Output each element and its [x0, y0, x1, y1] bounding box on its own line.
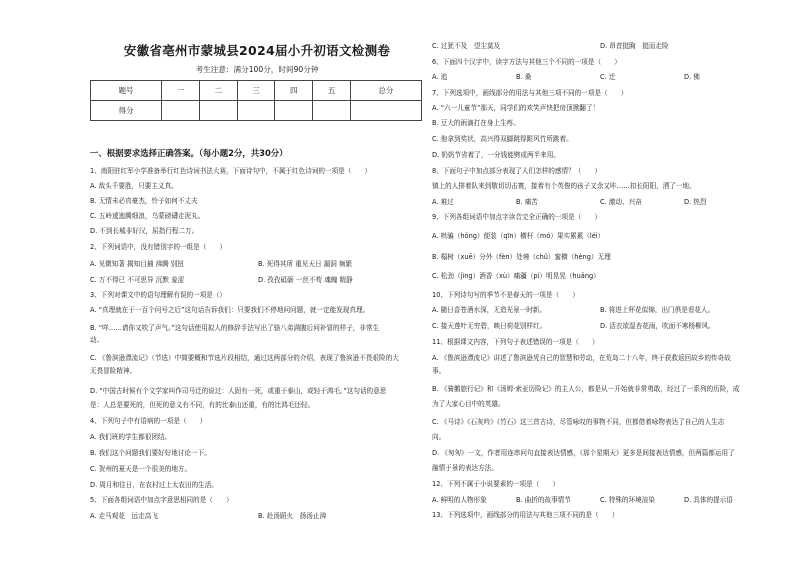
option-b: B. 《骑鹅旅行记》和《汤姆·索亚历险记》的主人公，都是从一开始就非常勇敢，经过了一系列的历险，成 [432, 385, 740, 393]
option-c: C. 他拿到奖状，高兴得双脚跳得跟风竹所跳着。 [432, 135, 573, 143]
option-c: C. 松劲（jìng）酒香（xù）痛疆（pí）明晃晃（huǎng） [432, 272, 600, 280]
option-b-cont: 为了大家心目中的英雄。 [432, 400, 505, 408]
question-text: 11、根据课文内容，下列句子表述错误的一项是（ ） [432, 338, 599, 346]
question-text: 4、下列句子中有语病的一项是（ ） [90, 417, 207, 425]
table-row [91, 81, 422, 101]
option-a: A. 追 [432, 73, 448, 81]
question-text: 5、下面各组词语中加点字意思相同的是（ ） [90, 496, 233, 504]
table-cell: 得分 [91, 101, 162, 121]
option-b: B. 死得其所 重见天日 漏洞 频繁 [258, 260, 353, 268]
table-row [91, 101, 422, 121]
option-d: D. 孜孜砥砺 一丝不苟 魂魄 精静 [258, 276, 353, 284]
table-cell: 二 [199, 81, 237, 101]
option-a: A. 见微知著 揭知目捕 沸腾 别扭 [90, 260, 184, 268]
option-d: D. 活衣欲湿杏花雨，吹面不寒杨柳风。 [600, 322, 715, 330]
option-b: B. “咩……请你又吹了声气。”这句话使用拟人的修辞手法写出了骆八弟满腹后问补冒的样子，非常生 [90, 324, 380, 332]
option-d: D. 不到长城非好汉，屈指行程二万。 [90, 227, 199, 235]
option-a: A. 《鲁滨逊漂流记》讲述了鲁滨逊凭自己的智慧和劳动，在荒岛二十八年，终于获救返回故乡的传奇故 [432, 354, 731, 362]
option-c: C. 贺州的夏天是一个很美的地方。 [90, 465, 192, 473]
question-text: 3、下列对课文中的语句理解有误的一项是（） [90, 291, 227, 299]
score-input-cell[interactable] [199, 101, 237, 121]
score-input-cell[interactable] [313, 101, 351, 121]
option-c: C. 激动、兴奋 [600, 198, 642, 206]
option-b-cont: 动。 [90, 336, 104, 344]
option-d: D. 昂首挺胸 挺而走险 [600, 42, 669, 50]
question-text: 2、下列词语中，没有错别字的一组是（ ） [90, 243, 227, 251]
option-c: C. 万不得已 不可思异 沉默 羞涩 [90, 276, 185, 284]
option-d: D. 具体的提示语 [684, 496, 733, 504]
score-input-cell[interactable] [275, 101, 313, 121]
question-sentence: 镇上的人排着队来到敬切切击寰，接着有个英俊的孩子又余又咔……扣长阳阳，洒了一地。 [432, 182, 696, 190]
score-input-cell[interactable] [237, 101, 275, 121]
question-text: 8、下面句子中加点部分表现了人们怎样的感情？（ ） [432, 167, 602, 175]
option-c: C. 《马诗》《石灰吟》《竹石》这三首古诗，尽管咏叹的事物不同，但都借着咏物表达了自己的人生志 [432, 418, 725, 426]
score-input-cell[interactable] [162, 101, 200, 121]
section-heading: 一、根据要求选择正确答案。（每小题2分，共30分） [90, 148, 288, 158]
question-text: 6、下面四个汉字中，读字方法与其他三个不同的一项是（ ） [432, 58, 621, 66]
option-b: B. 赴汤蹈火 扬汤止沸 [258, 512, 327, 520]
option-b: B. 将进上杯花似锦，出门俱是看花人。 [600, 306, 715, 314]
option-c-cont: 向。 [432, 433, 446, 441]
option-b: B. 榻树（xuē）分外（fèn）处境（chǔ）蜜横（hèng）无理 [432, 253, 611, 261]
option-d: D. “中国古时候有个文学家叫作司马迁的说过：人固有一死，或重于泰山，或轻于鸿毛。”这句话的意思 [90, 387, 387, 395]
option-a: A. 我们班的学生都很团结。 [90, 433, 172, 441]
question-text: 7、下列选项中，画线部分的用法与其他三项不同的一项是（ ） [432, 89, 628, 97]
option-a: A. “真理就在于一百个问号之后”这句话告诉我们：只要我们不停地问问题，就一定能发现真理。 [90, 306, 370, 314]
question-text: 9、下列各组词语中加点字读音完全正确的一项是（ ） [432, 213, 602, 221]
option-a: A. 随日沓苍酒水深，无造光景一时新。 [432, 306, 547, 314]
option-c: C. 接天莲叶无穷碧，映日荷花别样红。 [432, 322, 547, 330]
option-d-cont: 是：人总是要死的，但死的意义有不同，有的比泰山还重，有的比鸿毛还轻。 [90, 401, 315, 409]
exam-notice: 考生注意：满分100分，时间90分钟 [195, 65, 319, 74]
option-a: A. 哄骗（hǒng）便装（qīn）横杆（mó）果实累累（léi） [432, 232, 605, 240]
option-b: B. 无情未必真豪杰，怜子如何不丈夫 [90, 197, 198, 205]
question-text: 12、下列不属于小说要素的一项是（ ） [432, 480, 560, 488]
option-c: C. 迁 [600, 73, 616, 81]
option-b: B. 桑 [516, 73, 532, 81]
question-text: 1、南阳驻红军小学准备举行红色诗词书法大赛，下面诗句中，不属于红色诗词的一项是（ ） [90, 167, 372, 175]
option-d-cont: 融情于景的表达方法。 [432, 464, 498, 472]
option-c: C. 五岭逶迤腾细浪，乌蒙磅礴走泥丸。 [90, 212, 205, 220]
option-d: D. 佛 [684, 73, 700, 81]
question-text: 10、下列诗句写的季节不是春天的一项是（ ） [432, 291, 579, 299]
score-input-cell[interactable] [350, 101, 421, 121]
option-a: A. 难过 [432, 198, 454, 206]
option-a: A. 走马观花 远走高飞 [90, 512, 158, 520]
table-cell: 五 [313, 81, 351, 101]
option-c-cont: 无畏冒险精神。 [90, 367, 137, 375]
option-a: A. 敌头千要胜，只要主义真。 [90, 182, 178, 190]
option-a: A. 鲜明的人物形象 [432, 496, 487, 504]
option-d: D. 《匆匆》一文，作者用连串问句直接表达情感，《那个星期天》更多是间接表达情感，但两篇都运用了 [432, 449, 735, 457]
option-b: B. 豆大的雨滴打在身上生疼。 [432, 119, 520, 127]
option-b: B. 曲折的故事情节 [516, 496, 571, 504]
option-d: D. 奶奶节省着了，一分钱能劈成两半来用。 [432, 151, 560, 159]
table-cell: 总分 [350, 81, 421, 101]
option-d: D. 周月和往日，在农村过上太农田的生活。 [90, 481, 218, 489]
page-title: 安徽省亳州市蒙城县2024届小升初语文检测卷 [123, 43, 391, 58]
option-a: A. “六一儿童节”那天，同学们的欢笑声快把房顶掀翻了！ [432, 104, 600, 112]
option-c: C. 《鲁滨逊漂流记》（节选）中简要概和节选片段相结，通过这两部分的介绍，表现了鲁滨逊不畏艰险的大 [90, 354, 399, 362]
score-table [90, 80, 422, 121]
option-c: C. 特殊的环境渲染 [600, 496, 655, 504]
table-cell: 题号 [91, 81, 162, 101]
table-cell: 三 [237, 81, 275, 101]
table-cell: 四 [275, 81, 313, 101]
option-b: B. 我们这个问题我们要好好地讨论一下。 [90, 449, 211, 457]
option-c: C. 过犹不及 望尘莫及 [432, 42, 501, 50]
option-d: D. 热烈 [684, 198, 707, 206]
option-a-cont: 事。 [432, 367, 446, 375]
table-cell: 一 [162, 81, 200, 101]
option-b: B. 痛苦 [516, 198, 538, 206]
question-text: 13、下列选项中，画线部分的用法与其他三项不同的是（ ） [432, 511, 619, 519]
